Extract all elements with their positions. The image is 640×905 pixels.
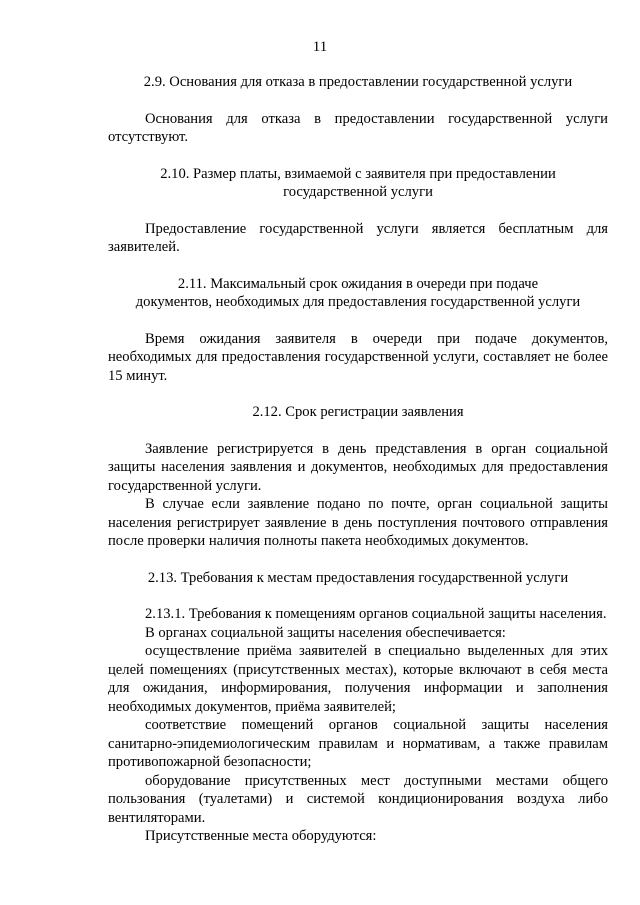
paragraph: Основания для отказа в предоставлении государственной услуги отсутствуют. xyxy=(108,110,608,145)
paragraph: соответствие помещений органов социальной защиты населения санитарно-эпидемиологическим правилам и нормативам, а также правилам противопожарной безопасности; xyxy=(108,717,608,770)
paragraph: Заявление регистрируется в день представления в орган социальной защиты населения заявления и документов, необходимых для предоставления государственной услуги. xyxy=(108,440,608,494)
page-number: 11 xyxy=(312,39,328,55)
section-heading-2-12: 2.12. Срок регистрации заявления xyxy=(252,404,464,420)
page-content xyxy=(108,73,608,846)
section-heading-2-13: 2.13. Требования к местам предоставления государственной услуги xyxy=(147,569,569,586)
paragraph: Присутственные места оборудуются: xyxy=(145,828,377,844)
section-heading-2-11-line-2: документов, необходимых для предоставления государственной услуги xyxy=(135,294,581,310)
paragraph: осуществление приёма заявителей в специально выделенных для этих целей помещениях (присутственных местах), которые включают в себя места для ожидания, информирования, получения информации и заполнения необходимых документов, приёма заявителей; xyxy=(108,643,608,715)
section-heading-2-10-line-1: 2.10. Размер платы, взимаемой с заявителя при предоставлении xyxy=(160,165,556,182)
paragraph: оборудование присутственных мест доступными местами общего пользования (туалетами) и системой кондиционирования воздуха либо вентиляторами. xyxy=(108,772,608,826)
paragraph: Время ожидания заявителя в очереди при подаче документов, необходимых для предоставления государственной услуги, составляет не более 15 минут. xyxy=(108,330,608,384)
paragraph: Предоставление государственной услуги является бесплатным для заявителей. xyxy=(108,220,608,255)
paragraph: В случае если заявление подано по почте, орган социальной защиты населения регистрирует заявление в день поступления почтового отправления после проверки наличия полноты пакета необходимых документов. xyxy=(108,496,608,549)
section-heading-2-9: 2.9. Основания для отказа в предоставлении государственной услуги xyxy=(143,74,573,90)
paragraph: 2.13.1. Требования к помещениям органов социальной защиты населения. xyxy=(145,606,607,622)
section-heading-2-11-line-1: 2.11. Максимальный срок ожидания в очереди при подаче xyxy=(177,275,539,292)
paragraph: В органах социальной защиты населения обеспечивается: xyxy=(145,624,506,641)
section-heading-2-10-line-2: государственной услуги xyxy=(283,184,433,200)
